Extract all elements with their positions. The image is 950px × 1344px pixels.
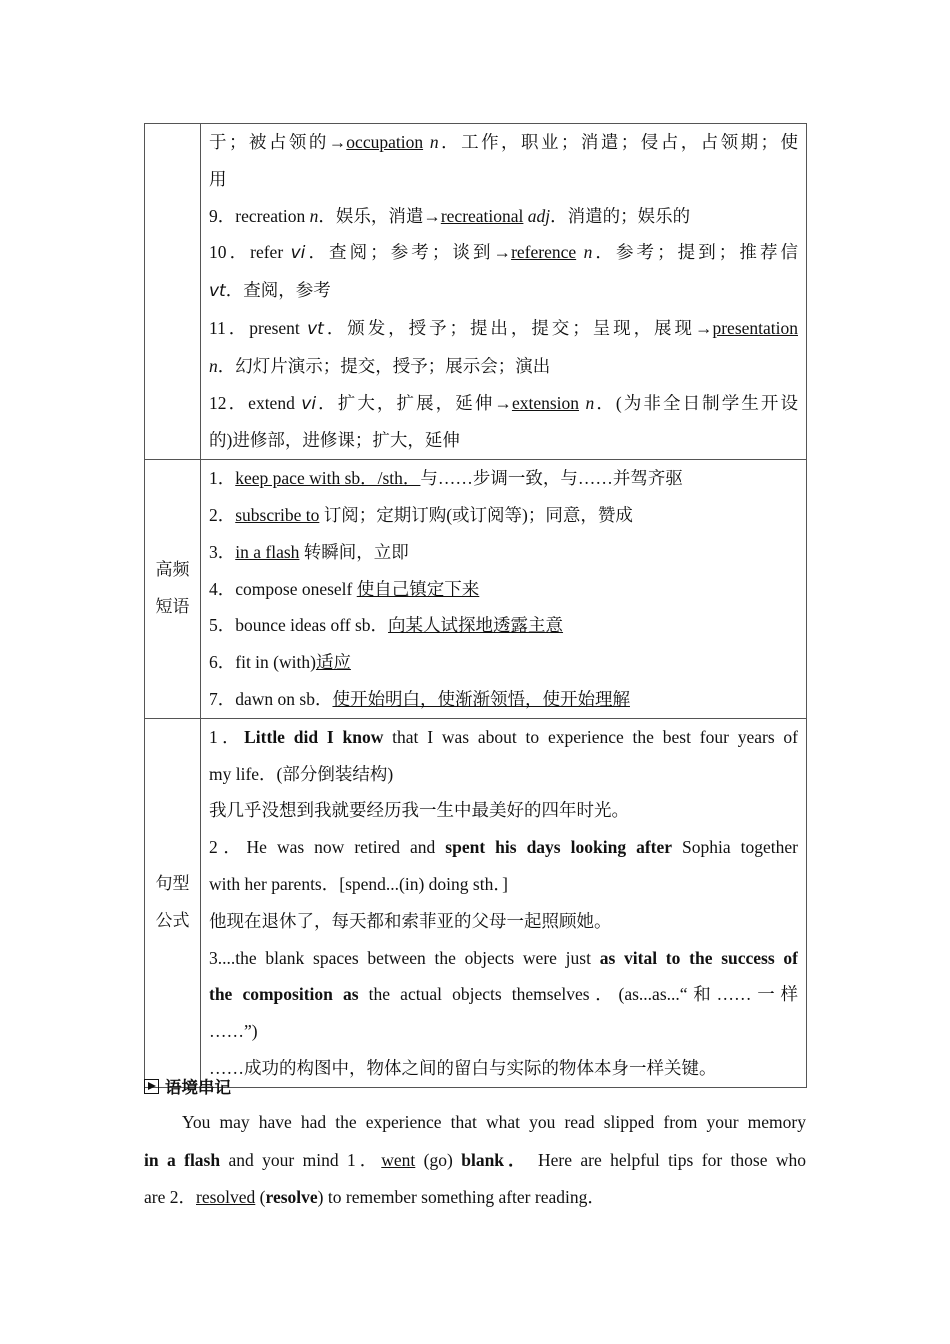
entry-text: ．查阅；参考；谈到→ (305, 242, 512, 263)
entry-text: 订阅；定期订购(或订阅等)；同意，赞成 (319, 504, 633, 525)
answer-phrase: subscribe to (235, 504, 320, 525)
sentence-entry (209, 719, 798, 756)
phrase-entry (209, 681, 798, 718)
entry-text: the actual objects themselves．(as...as...“和……一样 (358, 984, 798, 1005)
answer-phrase: in a flash (235, 541, 300, 562)
key-phrase: in a flash (144, 1149, 221, 1170)
key-phrase: blank． (461, 1149, 530, 1170)
entry-text: with her parents．[spend...(in) doing sth．] (209, 873, 508, 894)
sentence-entry-cont (209, 1013, 798, 1050)
entry-text: 的)进修部，进修课；扩大，延伸 (209, 430, 460, 451)
word-entry-8 (209, 124, 798, 161)
entry-text: my life．(部分倒装结构) (209, 763, 394, 784)
entry-text: 5．bounce ideas off sb． (209, 615, 389, 636)
sentence-entry-cont (209, 866, 798, 903)
paragraph-text: ) to remember something after reading． (317, 1187, 605, 1207)
entry-text: 于；被占领的→ (209, 132, 347, 152)
translation-text: ……成功的构图中，物体之间的留白与实际的物体本身一样关键。 (209, 1057, 717, 1078)
sentence-translation (209, 903, 798, 940)
vocab-label-cell (145, 124, 201, 460)
sentence-entry (209, 940, 798, 977)
entry-text: 2． (209, 504, 236, 525)
entry-text: 1． (209, 726, 245, 747)
entry-text: ．(为非全日制学生开设 (594, 392, 798, 413)
answer-word: reference (511, 242, 577, 263)
entry-text: ．扩大，扩展，延伸→ (316, 392, 512, 413)
phrase-entry (209, 497, 798, 534)
section-title: 语境串记 (165, 1078, 231, 1097)
phrase-cell (201, 460, 807, 719)
entry-text: that I was about to experience the best four years of (383, 726, 798, 747)
word-entry-10-cont (209, 272, 798, 310)
answer-word: extension (511, 392, 580, 413)
answer-phrase: 使自己镇定下来 (356, 578, 480, 599)
table-row (145, 124, 807, 460)
entry-text: 与……步调一致，与……并驾齐驱 (420, 468, 683, 489)
answer-word: presentation (712, 317, 798, 338)
word-entry-11-cont (209, 348, 798, 385)
entry-text: 7．dawn on sb． (209, 688, 333, 709)
paragraph-text: are 2． (144, 1187, 196, 1207)
section-label: 公式 (155, 910, 190, 931)
pos-tag: vt (209, 281, 226, 302)
section-label: 句型 (155, 873, 190, 894)
translation-text: 他现在退休了，每天都和索菲亚的父母一起照顾她。 (209, 910, 612, 931)
entry-text: 11．present (209, 317, 308, 338)
entry-text: ．幻灯片演示；提交，授予；展示会；演出 (217, 355, 551, 376)
paragraph-text: ( (255, 1187, 266, 1207)
key-structure: spent his days looking after (445, 837, 673, 858)
entry-text: Sophia together (672, 837, 798, 858)
sentence-entry (209, 829, 798, 866)
sentence-translation (209, 1050, 798, 1087)
pos-tag: vi (290, 243, 306, 264)
paragraph-text: You may have had the experience that what you read slipped from your memory (182, 1112, 806, 1132)
entry-text: ．参考；提到；推荐信 (592, 242, 798, 263)
table-row (145, 460, 807, 719)
phrase-entry (209, 644, 798, 681)
sentence-entry-cont (209, 976, 798, 1013)
section-label: 短语 (155, 596, 190, 617)
pos-tag: n (423, 132, 439, 152)
entry-text: ．查阅，参考 (225, 280, 331, 301)
word-entry-10 (209, 234, 798, 272)
word-entry-8-cont (209, 161, 798, 198)
entry-text: 3....the blank spaces between the objects were just (209, 947, 600, 968)
phrase-entry (209, 460, 798, 497)
entry-text: ．娱乐，消遣→ (318, 205, 441, 226)
entry-text: 3． (209, 541, 236, 562)
entry-text: 6．fit in (with) (209, 652, 316, 673)
answer-phrase: 使开始明白，使渐渐领悟，使开始理解 (332, 688, 630, 709)
table-row (145, 718, 807, 1087)
paragraph-text: Here are helpful tips for those who (529, 1149, 806, 1170)
answer-word: recreational (440, 205, 524, 226)
answer-blank: went (381, 1149, 416, 1170)
phrase-entry (209, 607, 798, 644)
pos-tag: n (209, 355, 218, 376)
paragraph-line (144, 1142, 806, 1180)
entry-text: 转瞬间，立即 (299, 541, 409, 562)
context-section-heading (144, 1075, 231, 1097)
key-structure: as vital to the success of (599, 947, 798, 968)
pos-tag: n (576, 242, 593, 263)
word-entry-12 (209, 385, 798, 423)
pos-tag: vt (307, 318, 324, 339)
phrase-entry (209, 571, 798, 608)
section-label: 高频 (155, 559, 190, 580)
entry-text: ．工作，职业；消遣；侵占，占领期；使 (438, 132, 798, 152)
entry-text: ．颁发，授予；提出，提交；呈现，展现→ (323, 317, 713, 338)
phrase-label-cell (145, 460, 201, 719)
pos-tag: n (579, 392, 595, 413)
vocab-table (144, 123, 807, 1088)
answer-word: occupation (346, 132, 424, 152)
answer-phrase: 向某人试探地透露主意 (388, 615, 564, 636)
key-structure: Little did I know (244, 726, 384, 747)
phrase-entry (209, 534, 798, 571)
answer-phrase: 适应 (315, 652, 351, 673)
pos-tag: vi (301, 393, 317, 414)
entry-text: 9．recreation (209, 205, 310, 226)
key-phrase: resolve (265, 1187, 318, 1207)
play-square-icon (144, 1079, 159, 1094)
sentence-translation (209, 792, 798, 829)
key-structure: the composition as (209, 984, 359, 1005)
sentence-label-cell (145, 718, 201, 1087)
sentence-entry-cont (209, 756, 798, 793)
pos-tag: adj (523, 205, 551, 226)
entry-text: 10．refer (209, 242, 291, 263)
answer-phrase: keep pace with sb．/sth． (235, 468, 421, 489)
word-entry-9 (209, 198, 798, 235)
translation-text: 我几乎没想到我就要经历我一生中最美好的四年时光。 (209, 800, 629, 821)
paragraph-text: and your mind 1． (220, 1149, 382, 1170)
entry-text: 1． (209, 468, 236, 489)
entry-text: 2．He was now retired and (209, 837, 446, 858)
paragraph-text: (go) (415, 1149, 462, 1170)
vocab-cell (201, 124, 807, 460)
entry-text: 4．compose oneself (209, 578, 357, 599)
word-entry-12-cont (209, 422, 798, 459)
entry-text: 12．extend (209, 392, 302, 413)
paragraph-line (144, 1104, 806, 1142)
sentence-cell (201, 718, 807, 1087)
entry-text: ……”) (209, 1021, 258, 1042)
paragraph-line (144, 1179, 806, 1217)
answer-blank: resolved (196, 1187, 256, 1207)
pos-tag: n (309, 205, 319, 226)
entry-text: ．消遣的；娱乐的 (550, 205, 691, 226)
word-entry-11 (209, 310, 798, 348)
context-paragraph (144, 1104, 806, 1217)
entry-text: 用 (209, 168, 227, 189)
